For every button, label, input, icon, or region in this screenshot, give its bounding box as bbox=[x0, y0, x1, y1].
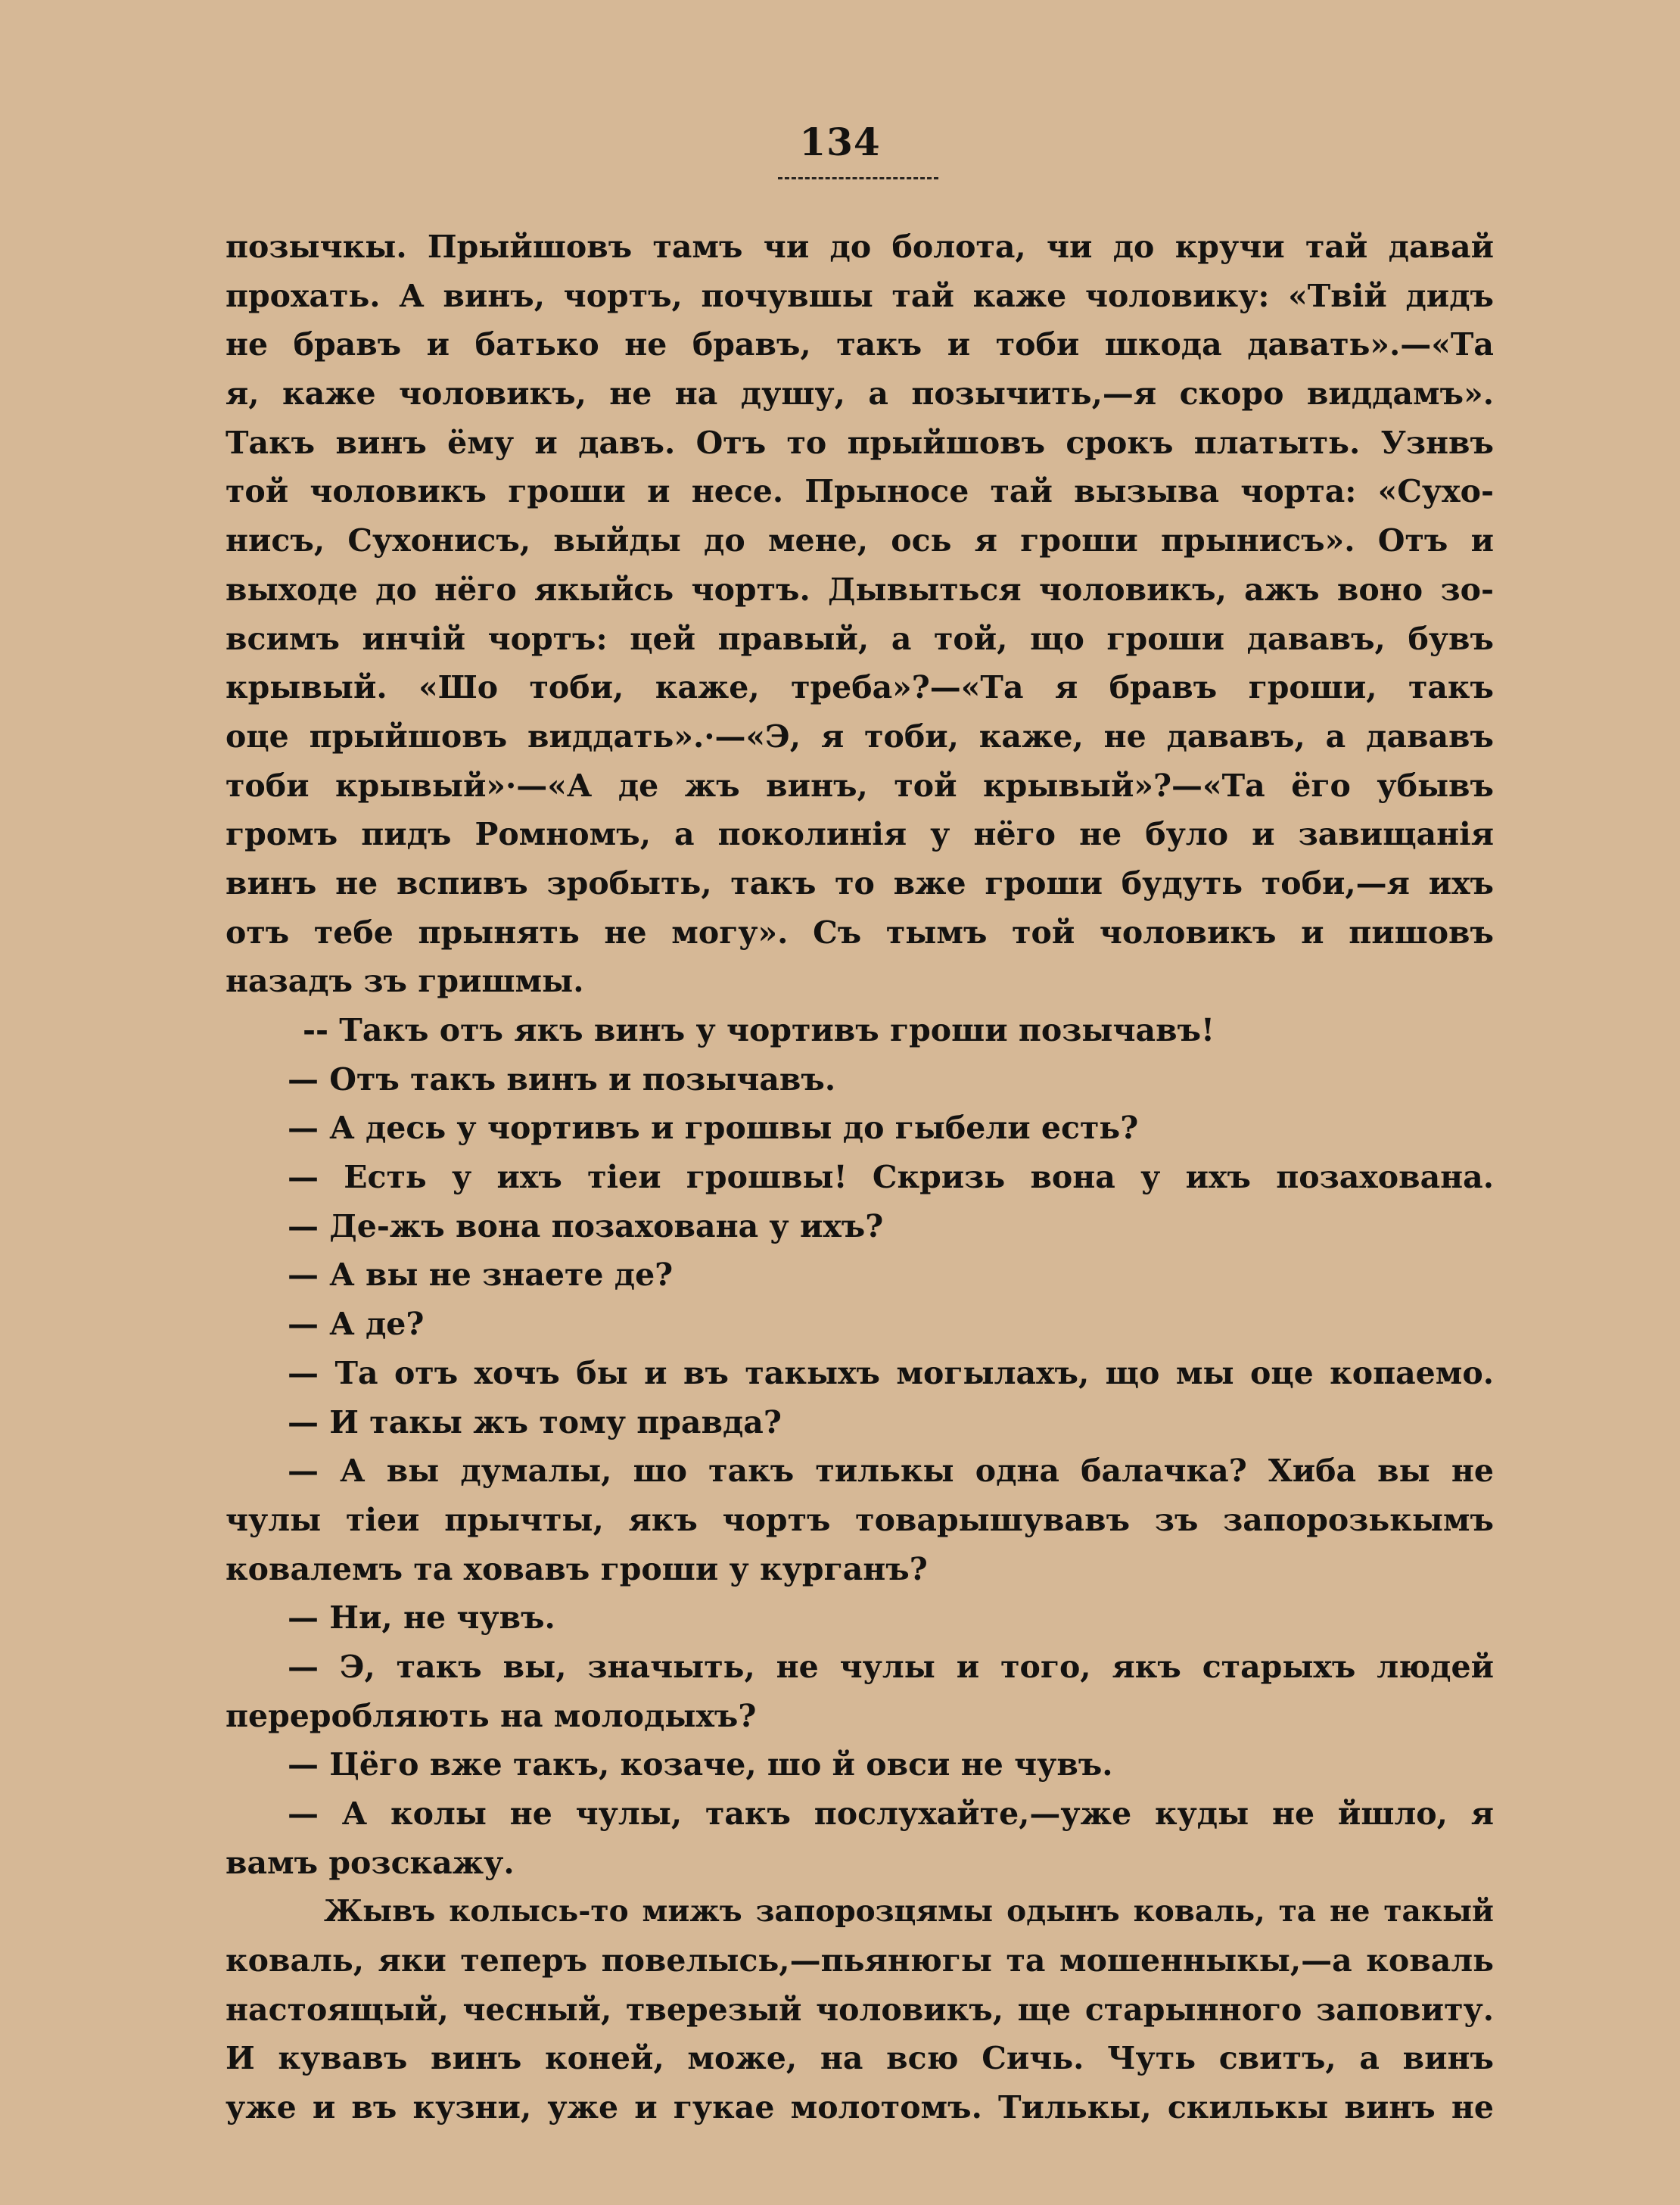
text-line: винъ не вспивъ зробыть, такъ то вже гроши будуть тоби,—я ихъ bbox=[226, 864, 1494, 902]
text-line: — А де? bbox=[288, 1306, 425, 1343]
page-number-underline bbox=[778, 177, 938, 179]
text-line: настоящый, чесный, тверезый чоловикъ, ще старынного заповиту. bbox=[226, 1991, 1494, 2028]
body-text bbox=[226, 223, 1494, 2132]
text-line: — А вы думалы, шо такъ тилькы одна балачка? Хиба вы не bbox=[288, 1453, 1494, 1490]
text-line: выходе до нёго якыйсь чортъ. Дывыться чоловикъ, ажъ воно зо- bbox=[226, 571, 1494, 608]
text-line: И кувавъ винъ коней, може, на всю Сичь. Чуть свитъ, а винъ bbox=[226, 2040, 1494, 2077]
text-line: крывый. «Шо тоби, каже, треба»?—«Та я бравъ гроши, такъ bbox=[226, 669, 1494, 706]
text-line: не бравъ и батько не бравъ, такъ и тоби шкода давать».—«Та bbox=[226, 326, 1494, 363]
text-line: переробляють на молодыхъ? bbox=[226, 1697, 757, 1734]
text-line: — А вы не знаете де? bbox=[288, 1257, 674, 1294]
text-line: чулы тіеи прычты, якъ чортъ товарышувавъ зъ запорозькымъ bbox=[226, 1501, 1494, 1538]
text-line: назадъ зъ гришмы. bbox=[226, 963, 584, 1000]
text-line: — А колы не чулы, такъ послухайте,—уже куды не йшло, я bbox=[288, 1795, 1494, 1832]
text-line: коваль, яки теперъ повелысь,—пьянюгы та мошенныкы,—а коваль bbox=[226, 1942, 1494, 1979]
text-line: — Цёго вже такъ, козаче, шо й овси не чувъ. bbox=[288, 1746, 1113, 1783]
text-line: — Э, такъ вы, значыть, не чулы и того, якъ старыхъ людей bbox=[288, 1648, 1494, 1685]
text-line: — А десь у чортивъ и грошвы до гыбели есть? bbox=[288, 1110, 1139, 1147]
text-line: -- Такъ отъ якъ винъ у чортивъ гроши позычавъ! bbox=[303, 1012, 1215, 1048]
text-line: ковалемъ та ховавъ гроши у курганъ? bbox=[226, 1550, 928, 1587]
text-line: вамъ розскажу. bbox=[226, 1844, 515, 1881]
text-line: — Де-жъ вона позахована у ихъ? bbox=[288, 1207, 884, 1244]
text-line: всимъ инчій чортъ: цей правый, а той, що гроши дававъ, бувъ bbox=[226, 620, 1494, 657]
text-line: уже и въ кузни, уже и гукае молотомъ. Тилькы, скилькы винъ не bbox=[226, 2089, 1494, 2126]
text-line: — Та отъ хочъ бы и въ такыхъ могылахъ, що мы оце копаемо. bbox=[288, 1354, 1494, 1391]
text-line: я, каже чоловикъ, не на душу, а позычить,—я скоро виддамъ». bbox=[226, 375, 1494, 413]
text-line: — Отъ такъ винъ и позычавъ. bbox=[288, 1060, 836, 1098]
text-line: — Есть у ихъ тіеи грошвы! Скризь вона у ихъ позахована. bbox=[288, 1159, 1494, 1196]
page-number: 134 bbox=[799, 120, 881, 164]
text-line: позычкы. Прыйшовъ тамъ чи до болота, чи до кручи тай давай bbox=[226, 229, 1494, 265]
text-line: прохать. А винъ, чортъ, почувшы тай каже чоловику: «Твій дидъ bbox=[226, 277, 1494, 314]
text-line: той чоловикъ гроши и несе. Прыносе тай вызыва чорта: «Сухо- bbox=[226, 473, 1494, 510]
text-line: — Ни, не чувъ. bbox=[288, 1599, 555, 1637]
text-line: Такъ винъ ёму и давъ. Отъ то прыйшовъ срокъ платыть. Узнвъ bbox=[226, 424, 1494, 461]
text-line: оце прыйшовъ виддать».·—«Э, я тоби, каже, не дававъ, а дававъ bbox=[226, 718, 1494, 755]
text-line: отъ тебе прынять не могу». Съ тымъ той чоловикъ и пишовъ bbox=[226, 914, 1494, 951]
text-line: громъ пидъ Ромномъ, а поколинія у нёго не було и завищанія bbox=[226, 816, 1494, 853]
text-line: — И такы жъ тому правда? bbox=[288, 1403, 782, 1440]
text-line: Жывъ колысь-то мижъ запорозцямы одынъ коваль, та не такый bbox=[324, 1894, 1494, 1929]
text-line: тоби крывый»·—«А де жъ винъ, той крывый»?—«Та ёго убывъ bbox=[226, 767, 1494, 804]
text-line: нисъ, Сухонисъ, выйды до мене, ось я гроши прынисъ». Отъ и bbox=[226, 522, 1494, 559]
